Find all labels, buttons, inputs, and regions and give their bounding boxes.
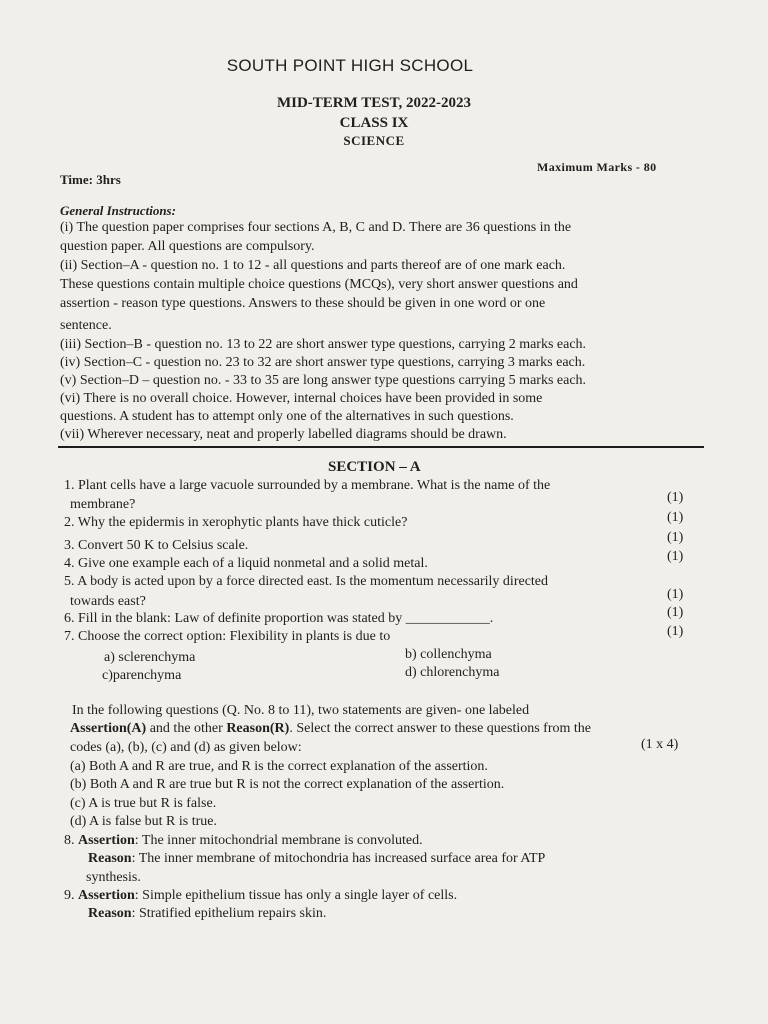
question-2-marks: (1) (667, 510, 684, 525)
subject-label: SCIENCE (343, 133, 405, 148)
time-label: Time: 3hrs (60, 172, 121, 187)
question-1-marks: (1) (667, 490, 684, 505)
question-6: 6. Fill in the blank: Law of definite proportion was stated by ____________. (64, 611, 494, 626)
school-name: SOUTH POINT HIGH SCHOOL (226, 56, 474, 75)
assertion-label: Assertion (78, 888, 135, 903)
reason-label: Reason (88, 851, 132, 866)
instruction-line: (iv) Section–C - question no. 23 to 32 are short answer type questions, carrying 3 marks each. (60, 355, 586, 370)
class-label: CLASS IX (339, 115, 409, 131)
question-3-marks: (1) (667, 530, 684, 545)
question-9-assertion (64, 888, 457, 904)
instruction-line: These questions contain multiple choice questions (MCQs), very short answer questions and (60, 277, 578, 292)
option-c: c)parenchyma (102, 668, 182, 683)
option-a: a) sclerenchyma (104, 650, 196, 665)
question-8-reason-cont: synthesis. (86, 870, 141, 885)
instruction-line: (vi) There is no overall choice. However, internal choices have been provided in some (60, 391, 543, 406)
question-9-number: 9. (64, 888, 78, 903)
ar-code-a: (a) Both A and R are true, and R is the correct explanation of the assertion. (70, 759, 488, 774)
assertion-term: Assertion(A) (70, 721, 147, 736)
option-d: d) chlorenchyma (405, 665, 500, 680)
assertion-label: Assertion (78, 833, 135, 848)
ar-code-b: (b) Both A and R are true but R is not the correct explanation of the assertion. (70, 777, 505, 792)
ar-intro-text: . Select the correct answer to these questions from the (289, 721, 591, 736)
instruction-line: assertion - reason type questions. Answers to these should be given in one word or one (60, 296, 546, 311)
ar-intro-text: and the other (146, 721, 227, 736)
question-5: 5. A body is acted upon by a force directed east. Is the momentum necessarily directed (64, 574, 549, 589)
question-7-marks: (1) (667, 624, 684, 639)
question-8-reason (88, 851, 545, 867)
reason-term: Reason(R) (226, 721, 290, 736)
reason-label: Reason (88, 906, 132, 921)
divider-line (58, 446, 704, 448)
instruction-line: (v) Section–D – question no. - 33 to 35 are long answer type questions carrying 5 marks each. (60, 373, 587, 388)
section-title: SECTION – A (328, 459, 421, 475)
ar-code-d: (d) A is false but R is true. (70, 814, 217, 829)
question-6-marks: (1) (667, 605, 684, 620)
assertion-text: : Simple epithelium tissue has only a single layer of cells. (134, 888, 458, 903)
instruction-line: question paper. All questions are compulsory. (60, 239, 315, 254)
option-b: b) collenchyma (405, 647, 492, 662)
test-title: MID-TERM TEST, 2022-2023 (276, 95, 472, 111)
instruction-line: (i) The question paper comprises four sections A, B, C and D. There are 36 questions in the (60, 220, 572, 235)
question-8-number: 8. (64, 833, 78, 848)
instruction-line: sentence. (60, 318, 112, 333)
question-5-cont: towards east? (70, 594, 146, 609)
ar-intro-line (70, 721, 591, 737)
ar-intro-line: In the following questions (Q. No. 8 to 11), two statements are given- one labeled (72, 703, 530, 718)
reason-text: : The inner membrane of mitochondria has increased surface area for ATP (131, 851, 546, 866)
question-7: 7. Choose the correct option: Flexibility in plants is due to (64, 629, 391, 644)
instructions-heading: General Instructions: (60, 203, 176, 218)
assertion-text: : The inner mitochondrial membrane is convoluted. (134, 833, 423, 848)
ar-marks: (1 x 4) (641, 737, 679, 752)
question-3: 3. Convert 50 K to Celsius scale. (64, 538, 249, 553)
reason-text: : Stratified epithelium repairs skin. (131, 906, 327, 921)
question-2: 2. Why the epidermis in xerophytic plants have thick cuticle? (64, 515, 408, 530)
question-8-assertion (64, 833, 423, 849)
instruction-line: questions. A student has to attempt only one of the alternatives in such questions. (60, 409, 514, 424)
question-4-marks: (1) (667, 549, 684, 564)
question-4: 4. Give one example each of a liquid nonmetal and a solid metal. (64, 556, 428, 571)
instruction-line: (vii) Wherever necessary, neat and properly labelled diagrams should be drawn. (60, 427, 507, 442)
ar-code-c: (c) A is true but R is false. (70, 796, 217, 811)
question-5-marks: (1) (667, 587, 684, 602)
question-1-cont: membrane? (70, 497, 136, 512)
question-9-reason (88, 906, 326, 922)
instruction-line: (iii) Section–B - question no. 13 to 22 are short answer type questions, carrying 2 marks each. (60, 337, 587, 352)
instruction-line: (ii) Section–A - question no. 1 to 12 - all questions and parts thereof are of one mark each. (60, 258, 566, 273)
question-1: 1. Plant cells have a large vacuole surrounded by a membrane. What is the name of the (64, 478, 551, 493)
ar-intro-line: codes (a), (b), (c) and (d) as given below: (70, 740, 302, 755)
maximum-marks: Maximum Marks - 80 (537, 160, 657, 174)
